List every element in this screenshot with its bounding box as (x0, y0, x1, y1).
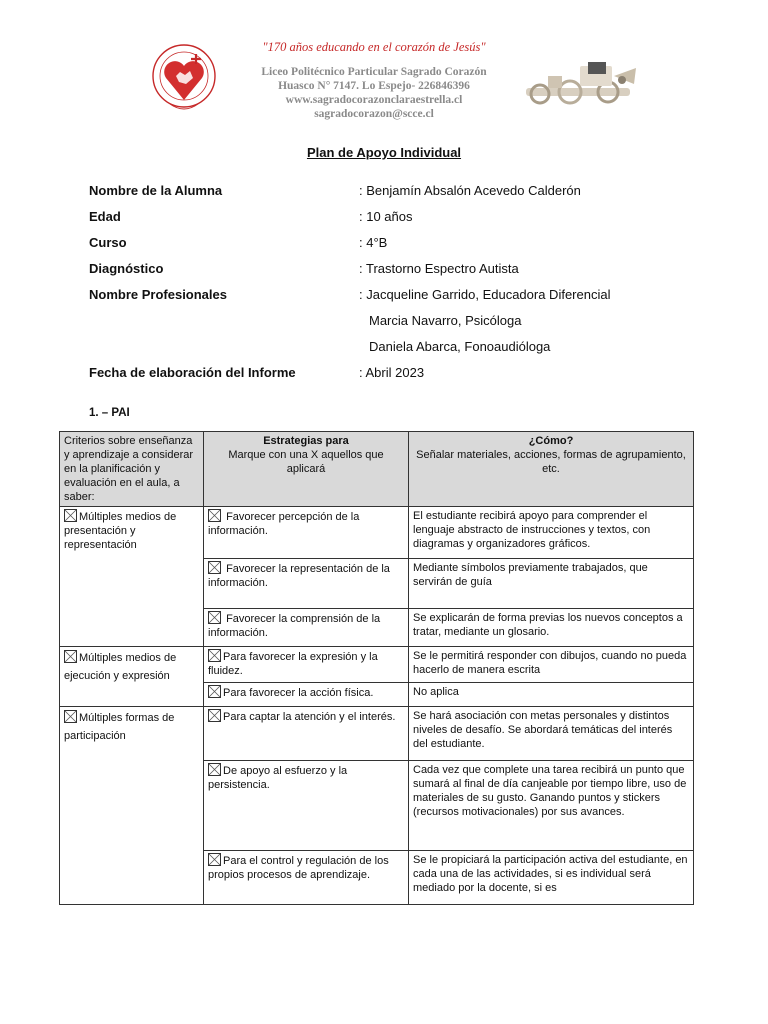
how-cell: Cada vez que complete una tarea recibirá un punto que sumará al final de día canjeable por tiempo libre, uso de materiales de su gusto. Ganando puntos y stickers (recursos motivacionales) por sus avances. (409, 761, 694, 851)
checkbox-checked[interactable] (208, 709, 221, 722)
header-strategies (204, 432, 409, 507)
checkbox-checked[interactable] (208, 509, 221, 522)
student-label: Nombre de la Alumna (89, 183, 223, 198)
how-cell: El estudiante recibirá apoyo para comprender el lenguaje abstracto de instrucciones y textos, con diagramas y organizadores gráficos. (409, 507, 694, 559)
letterhead (0, 0, 768, 132)
diagnosis-label: Diagnóstico (89, 261, 164, 276)
info-row-student (89, 183, 689, 209)
x-mark-icon (64, 710, 77, 723)
student-value: : Benjamín Absalón Acevedo Calderón (359, 183, 581, 198)
info-row-professionals (89, 287, 689, 313)
student-info (89, 183, 689, 391)
document-title: Plan de Apoyo Individual (306, 145, 462, 160)
professional-2: Marcia Navarro, Psicóloga (369, 313, 522, 328)
x-mark-icon (208, 853, 221, 866)
criterion-label: Múltiples formas de participación (64, 712, 175, 742)
strategy-label: Favorecer percepción de la información. (208, 511, 360, 537)
strategy-label: Favorecer la comprensión de la información. (208, 613, 381, 639)
info-row-date (89, 365, 689, 391)
header-how-title: ¿Cómo? (528, 435, 574, 447)
date-label: Fecha de elaboración del Informe (89, 365, 296, 380)
x-mark-icon (64, 650, 77, 663)
criterion-cell (60, 507, 204, 647)
strategy-cell (204, 683, 409, 707)
diagnosis-value: : Trastorno Espectro Autista (359, 261, 519, 276)
info-row-course (89, 235, 689, 261)
checkbox-checked[interactable] (208, 561, 221, 574)
info-row-diagnosis (89, 261, 689, 287)
info-row-professionals-cont (89, 313, 689, 339)
institution-name: Liceo Politécnico Particular Sagrado Corazón (261, 66, 487, 78)
how-cell: Se le propiciará la participación activa del estudiante, en cada una de las actividades, si es individual será mediado por la docente, si es (409, 851, 694, 905)
professionals-label: Nombre Profesionales (89, 287, 227, 302)
strategy-label: Para favorecer la acción física. (223, 687, 374, 699)
strategy-cell (204, 761, 409, 851)
strategy-cell (204, 707, 409, 761)
checkbox-checked[interactable] (64, 710, 77, 723)
checkbox-checked[interactable] (208, 611, 221, 624)
strategy-cell (204, 507, 409, 559)
professional-1: : Jacqueline Garrido, Educadora Diferencial (359, 287, 611, 302)
section-title: 1. – PAI (89, 407, 130, 419)
professional-3: Daniela Abarca, Fonoaudióloga (369, 339, 551, 354)
strategy-cell (204, 609, 409, 647)
checkbox-checked[interactable] (64, 650, 77, 663)
checkbox-checked[interactable] (208, 853, 221, 866)
x-mark-icon (64, 509, 77, 522)
strategy-label: Para favorecer la expresión y la fluidez. (208, 651, 378, 677)
criterion-cell (60, 707, 204, 905)
criterion-label: Múltiples medios de presentación y representación (64, 511, 177, 551)
x-mark-icon (208, 561, 221, 574)
strategy-cell (204, 851, 409, 905)
strategy-label: Para captar la atención y el interés. (223, 711, 396, 723)
institution-email: sagradocorazon@scce.cl (314, 108, 434, 120)
vintage-machinery-illustration (518, 58, 642, 110)
age-label: Edad (89, 209, 121, 224)
course-label: Curso (89, 235, 127, 250)
strategy-label: Favorecer la representación de la información. (208, 563, 390, 589)
institution-header (236, 40, 512, 121)
checkbox-checked[interactable] (208, 649, 221, 662)
x-mark-icon (208, 509, 221, 522)
criterion-cell (60, 647, 204, 707)
course-value: : 4°B (359, 235, 388, 250)
strategy-cell (204, 647, 409, 683)
table-header-row (60, 432, 694, 507)
checkbox-checked[interactable] (64, 509, 77, 522)
institution-address: Huasco N° 7147. Lo Espejo- 226846396 (278, 80, 470, 92)
info-row-age (89, 209, 689, 235)
school-motto: "170 años educando en el corazón de Jesús" (262, 40, 486, 54)
how-cell: Mediante símbolos previamente trabajados, que servirán de guía (409, 559, 694, 609)
pai-table (59, 431, 694, 905)
how-cell: Se explicarán de forma previas los nuevos conceptos a tratar, mediante un glosario. (409, 609, 694, 647)
x-mark-icon (208, 763, 221, 776)
checkbox-checked[interactable] (208, 685, 221, 698)
school-crest-logo (150, 40, 218, 118)
x-mark-icon (208, 709, 221, 722)
how-cell: Se hará asociación con metas personales y distintos niveles de desafío. Se abordará temáticas del interés del estudiante. (409, 707, 694, 761)
header-how (409, 432, 694, 507)
strategy-label: De apoyo al esfuerzo y la persistencia. (208, 765, 348, 791)
criterion-label: Múltiples medios de ejecución y expresión (64, 652, 177, 682)
x-mark-icon (208, 611, 221, 624)
header-criteria: Criterios sobre enseñanza y aprendizaje a considerar en la planificación y evaluación en el aula, a saber: (60, 432, 204, 507)
age-value: : 10 años (359, 209, 413, 224)
info-row-professionals-cont (89, 339, 689, 365)
how-cell: No aplica (409, 683, 694, 707)
institution-website: www.sagradocorazonclaraestrella.cl (285, 94, 463, 106)
table-row (60, 507, 694, 559)
strategy-cell (204, 559, 409, 609)
x-mark-icon (208, 685, 221, 698)
header-how-sub: Señalar materiales, acciones, formas de agrupamiento, etc. (416, 449, 686, 475)
how-cell: Se le permitirá responder con dibujos, cuando no pueda hacerlo de manera escrita (409, 647, 694, 683)
header-strategies-title: Estrategias para (263, 435, 349, 447)
date-value: : Abril 2023 (359, 365, 425, 380)
table-row (60, 647, 694, 683)
header-strategies-sub: Marque con una X aquellos que aplicará (228, 449, 384, 475)
checkbox-checked[interactable] (208, 763, 221, 776)
table-row (60, 707, 694, 761)
x-mark-icon (208, 649, 221, 662)
strategy-label: Para el control y regulación de los propios procesos de aprendizaje. (208, 855, 389, 881)
